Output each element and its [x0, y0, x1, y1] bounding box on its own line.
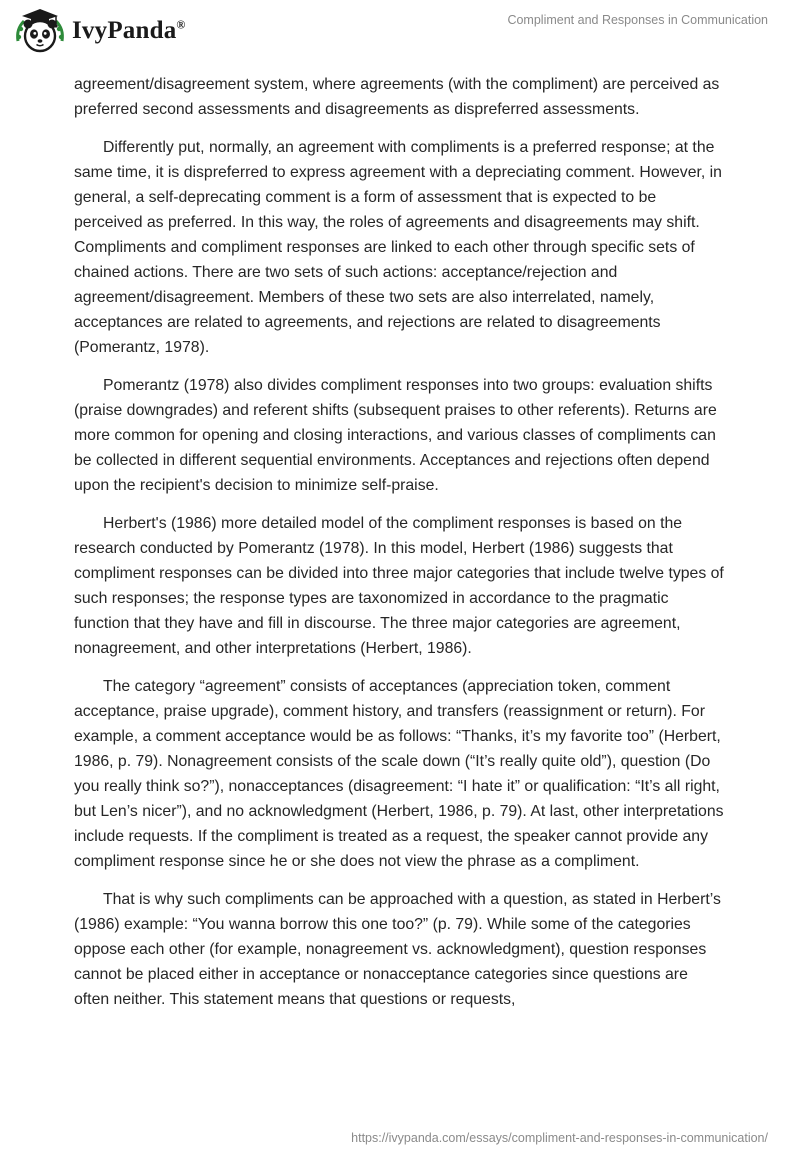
- paragraph: agreement/disagreement system, where agreements (with the compliment) are perceived as preferred second assessments and disagreements as dispreferred assessments.: [74, 76, 720, 118]
- page-header: [0, 0, 800, 64]
- brand-name: IvyPanda®: [72, 17, 186, 44]
- panda-graduation-cap-logo-icon: [14, 7, 66, 55]
- paragraph: That is why such compliments can be approached with a question, as stated in Herbert’s (1986) example: “You wanna borrow this one too?” (p. 79). While some of the categories oppose each other (for example, nonagreement vs. acknowledgment), question responses cannot be placed either in acceptance or nonacceptance categories since questions are often neither. This statement means that questions or requests,: [74, 891, 721, 1008]
- paragraph: Pomerantz (1978) also divides compliment responses into two groups: evaluation shifts (praise downgrades) and referent shifts (subsequent praises to other referents). Returns are more common for opening and closing interactions, and various classes of compliments can be collected in different sequential environments. Acceptances and rejections often depend upon the recipient's decision to minimize self-praise.: [74, 377, 717, 494]
- document-title: Compliment and Responses in Communication: [507, 13, 768, 27]
- essay-body: [74, 72, 726, 1025]
- paragraph: The category “agreement” consists of acceptances (appreciation token, comment acceptance, praise upgrade), comment history, and transfers (reassignment or return). For example, a comment acceptance would be as follows: “Thanks, it’s my favorite too” (Herbert, 1986, p. 79). Nonagreement consists of the scale down (“It’s really quite old”), question (Do you really think so?”), nonacceptances (disagreement: “I hate it” or qualification: “It’s all right, but Len’s nicer”), and no acknowledgment (Herbert, 1986, p. 79). At last, other interpretations include requests. If the compliment is treated as a request, the speaker cannot provide any compliment response since he or she does not view the phrase as a compliment.: [74, 678, 724, 870]
- source-url[interactable]: https://ivypanda.com/essays/compliment-and-responses-in-communication/: [351, 1131, 768, 1145]
- paragraph: Herbert's (1986) more detailed model of the compliment responses is based on the research conducted by Pomerantz (1978). In this model, Herbert (1986) suggests that compliment responses can be divided into three major categories that include twelve types of such responses; the response types are taxonomized in accordance to the pragmatic function that they have and fill in discourse. The three major categories are agreement, nonagreement, and other interpretations (Herbert, 1986).: [74, 515, 724, 657]
- brand-logo[interactable]: [14, 7, 186, 55]
- paragraph: Differently put, normally, an agreement with compliments is a preferred response; at the same time, it is dispreferred to express agreement with a depreciating comment. However, in general, a self-deprecating comment is a form of assessment that is expected to be perceived as preferred. In this way, the roles of agreements and disagreements may shift. Compliments and compliment responses are linked to each other through specific sets of chained actions. There are two sets of such actions: acceptance/rejection and agreement/disagreement. Members of these two sets are also interrelated, namely, acceptances are related to agreements, and rejections are related to disagreements (Pomerantz, 1978).: [74, 139, 722, 356]
